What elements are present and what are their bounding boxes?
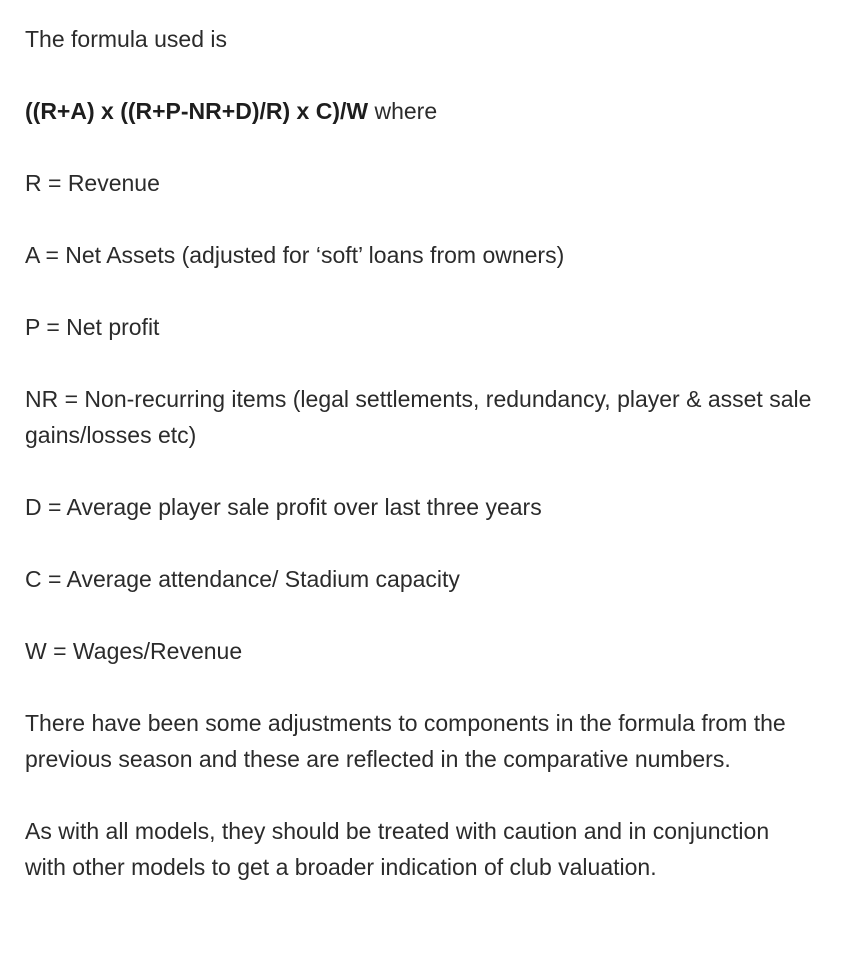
definition-attendance: C = Average attendance/ Stadium capacity: [25, 566, 460, 592]
formula-suffix: where: [368, 98, 438, 124]
definition-net-assets: A = Net Assets (adjusted for ‘soft’ loans from owners): [25, 242, 565, 268]
caution-paragraph: As with all models, they should be treated with caution and in conjunction with other models to get a broader indication of club valuation.: [25, 818, 770, 880]
definition-revenue: R = Revenue: [25, 170, 160, 196]
formula-expression: ((R+A) x ((R+P-NR+D)/R) x C)/W: [25, 98, 369, 124]
definition-wages: W = Wages/Revenue: [25, 638, 243, 664]
formula-line: [25, 93, 815, 129]
intro-text: The formula used is: [25, 26, 227, 52]
article-body: [25, 21, 815, 885]
adjustments-paragraph: There have been some adjustments to components in the formula from the previous season and these are reflected in the comparative numbers.: [25, 710, 786, 772]
definition-non-recurring: NR = Non-recurring items (legal settlements, redundancy, player & asset sale gains/losses etc): [25, 386, 812, 448]
definition-net-profit: P = Net profit: [25, 314, 160, 340]
definition-player-sale-profit: D = Average player sale profit over last three years: [25, 494, 542, 520]
